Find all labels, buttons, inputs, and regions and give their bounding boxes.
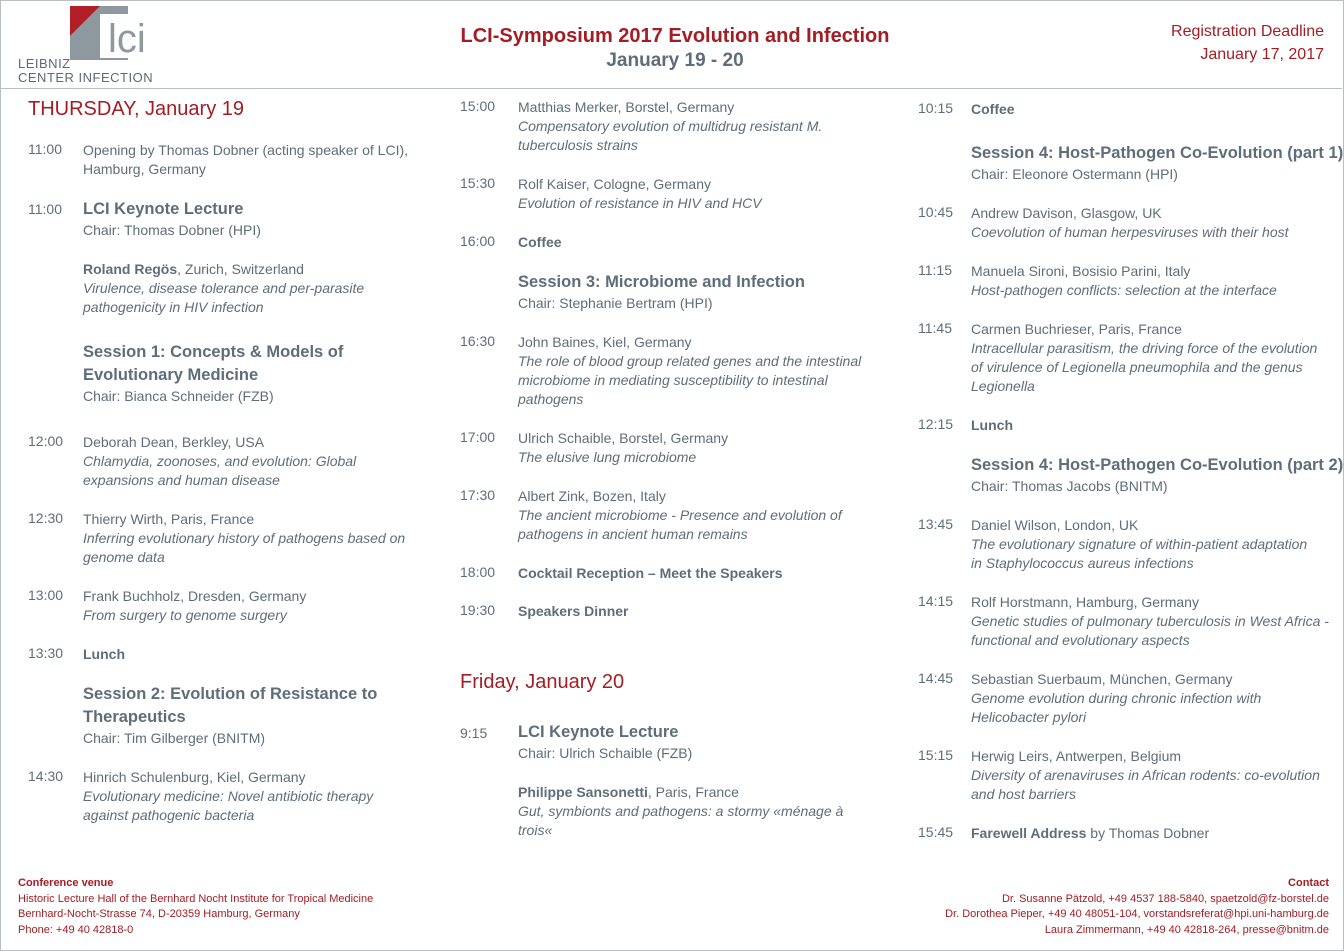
program-item-schulenburg: Hinrich Schulenburg, Kiel, Germany Evolutionary medicine: Novel antibiotic therapy against pathogenic bacteria bbox=[83, 769, 374, 823]
time-label: 16:30 bbox=[460, 333, 496, 349]
time-label: 17:00 bbox=[460, 429, 496, 445]
program-item-buchrieser: Carmen Buchrieser, Paris, France Intracellular parasitism, the driving force of the evolution of virulence of Legionella pneumophila and the genus Legionella bbox=[971, 321, 1318, 394]
program-item-sironi: Manuela Sironi, Bosisio Parini, Italy Host-pathogen conflicts: selection at the interface bbox=[971, 263, 1277, 298]
program-item-keynote-thursday: LCI Keynote Lecture Chair: Thomas Dobner (HPI) bbox=[83, 200, 261, 238]
program-item-schaible: Ulrich Schaible, Borstel, Germany The elusive lung microbiome bbox=[518, 430, 729, 465]
lci-logo bbox=[14, 6, 159, 88]
program-item-suerbaum: Sebastian Suerbaum, München, Germany Genome evolution during chronic infection with Helicobacter pylori bbox=[971, 671, 1262, 725]
time-label: 10:15 bbox=[918, 100, 954, 116]
time-label: 15:00 bbox=[460, 98, 496, 114]
time-label: 14:15 bbox=[918, 593, 954, 609]
time-label: 11:45 bbox=[918, 320, 952, 336]
logo-line2: CENTER INFECTION bbox=[18, 70, 154, 85]
program-item-regos: Roland Regös, Zurich, Switzerland Virulence, disease tolerance and per-parasite pathogenicity in HIV infection bbox=[83, 261, 365, 315]
session-4b-heading: Session 4: Host-Pathogen Co-Evolution (part 2) Chair: Thomas Jacobs (BNITM) bbox=[971, 456, 1344, 494]
program-item-zink: Albert Zink, Bozen, Italy The ancient microbiome - Presence and evolution of pathogens in ancient human remains bbox=[518, 488, 842, 542]
logo-mark-text: lci bbox=[108, 17, 146, 61]
contact-info: Contact Dr. Susanne Pätzold, +49 4537 188-5840, spaetzold@fz-borstel.de Dr. Dorothea Pieper, +49 40 48051-104, vorstandsreferat@hpi.uni-hamburg.de Laura Zimmermann, +49 40 42818-264, presse@bnitm.de bbox=[945, 877, 1329, 936]
time-label: 15:30 bbox=[460, 175, 496, 191]
program-item-buchholz: Frank Buchholz, Dresden, Germany From surgery to genome surgery bbox=[83, 588, 307, 623]
header-divider bbox=[0, 88, 1342, 89]
farewell-address: Farewell Address by Thomas Dobner bbox=[971, 825, 1210, 841]
time-label: 13:00 bbox=[28, 587, 64, 603]
speakers-dinner: Speakers Dinner bbox=[518, 603, 629, 619]
time-label: 11:00 bbox=[28, 201, 62, 217]
time-label: 12:00 bbox=[28, 433, 64, 449]
day-heading-thursday: THURSDAY, January 19 bbox=[28, 98, 245, 120]
time-label: 10:45 bbox=[918, 204, 954, 220]
time-label: 13:30 bbox=[28, 645, 64, 661]
conference-venue: Conference venue Historic Lecture Hall of the Bernhard Nocht Institute for Tropical Medicine Bernhard-Nocht-Strasse 74, D-20359 Hamburg, Germany Phone: +49 40 42818-0 bbox=[18, 877, 374, 936]
lci-logo-mark bbox=[70, 6, 146, 61]
program-item-merker: Matthias Merker, Borstel, Germany Compensatory evolution of multidrug resistant M. tuberculosis strains bbox=[518, 99, 823, 153]
time-label: 15:45 bbox=[918, 824, 954, 840]
program-item-horstmann: Rolf Horstmann, Hamburg, Germany Genetic studies of pulmonary tuberculosis in West Africa - functional and evolutionary aspects bbox=[971, 594, 1329, 648]
program-item-baines: John Baines, Kiel, Germany The role of blood group related genes and the intestinal microbiome in mediating susceptibility to intestinal pathogens bbox=[518, 334, 862, 407]
program-item-opening: Opening by Thomas Dobner (acting speaker of LCI), Hamburg, Germany bbox=[83, 142, 409, 177]
symposium-title: LCI-Symposium 2017 Evolution and Infection bbox=[460, 25, 890, 47]
program-item-leirs: Herwig Leirs, Antwerpen, Belgium Diversity of arenaviruses in African rodents: co-evolution and host barriers bbox=[971, 748, 1320, 802]
program-item-sansonetti: Philippe Sansonetti, Paris, France Gut, symbionts and pathogens: a stormy «ménage à trois« bbox=[518, 784, 844, 838]
cocktail-reception: Cocktail Reception – Meet the Speakers bbox=[518, 565, 783, 581]
session-1-heading: Session 1: Concepts & Models of Evolutionary Medicine Chair: Bianca Schneider (FZB) bbox=[83, 343, 344, 404]
time-label: 9:15 bbox=[460, 725, 488, 741]
program-item-keynote-friday: LCI Keynote Lecture Chair: Ulrich Schaible (FZB) bbox=[518, 723, 693, 761]
program-item-dean: Deborah Dean, Berkley, USA Chlamydia, zoonoses, and evolution: Global expansions and human disease bbox=[83, 434, 357, 488]
time-label: 16:00 bbox=[460, 233, 496, 249]
session-3-heading: Session 3: Microbiome and Infection Chair: Stephanie Bertram (HPI) bbox=[518, 273, 805, 311]
time-label: 14:45 bbox=[918, 670, 954, 686]
session-2-heading: Session 2: Evolution of Resistance to Therapeutics Chair: Tim Gilberger (BNITM) bbox=[83, 685, 378, 746]
time-label: 11:15 bbox=[918, 262, 952, 278]
day-heading-friday: Friday, January 20 bbox=[460, 671, 625, 693]
time-label: 12:30 bbox=[28, 510, 64, 526]
symposium-title-block bbox=[340, 24, 1010, 74]
deadline-label: Registration Deadline bbox=[1171, 23, 1324, 40]
logo-line1: LEIBNIZ bbox=[18, 56, 71, 71]
time-label: 18:00 bbox=[460, 564, 496, 580]
lunch-thursday: Lunch bbox=[83, 646, 125, 662]
symposium-dates: January 19 - 20 bbox=[606, 50, 744, 71]
registration-deadline bbox=[1171, 20, 1324, 66]
time-label: 12:15 bbox=[918, 416, 954, 432]
time-label: 17:30 bbox=[460, 487, 496, 503]
time-label: 19:30 bbox=[460, 602, 496, 618]
program-item-davison: Andrew Davison, Glasgow, UK Coevolution of human herpesviruses with their host bbox=[971, 205, 1289, 240]
program-item-wilson: Daniel Wilson, London, UK The evolutionary signature of within-patient adaptation in Staphylococcus aureus infections bbox=[971, 517, 1308, 571]
time-label: 11:00 bbox=[28, 141, 62, 157]
program-item-kaiser: Rolf Kaiser, Cologne, Germany Evolution of resistance in HIV and HCV bbox=[518, 176, 762, 211]
session-4a-heading: Session 4: Host-Pathogen Co-Evolution (part 1) Chair: Eleonore Ostermann (HPI) bbox=[971, 144, 1344, 182]
time-label: 13:45 bbox=[918, 516, 954, 532]
time-label: 14:30 bbox=[28, 768, 64, 784]
time-label: 15:15 bbox=[918, 747, 954, 763]
deadline-date: January 17, 2017 bbox=[1200, 46, 1324, 63]
program-item-wirth: Thierry Wirth, Paris, France Inferring evolutionary history of pathogens based on genome data bbox=[83, 511, 406, 565]
coffee-thursday: Coffee bbox=[518, 234, 562, 250]
coffee-friday: Coffee bbox=[971, 101, 1015, 117]
lunch-friday: Lunch bbox=[971, 417, 1013, 433]
